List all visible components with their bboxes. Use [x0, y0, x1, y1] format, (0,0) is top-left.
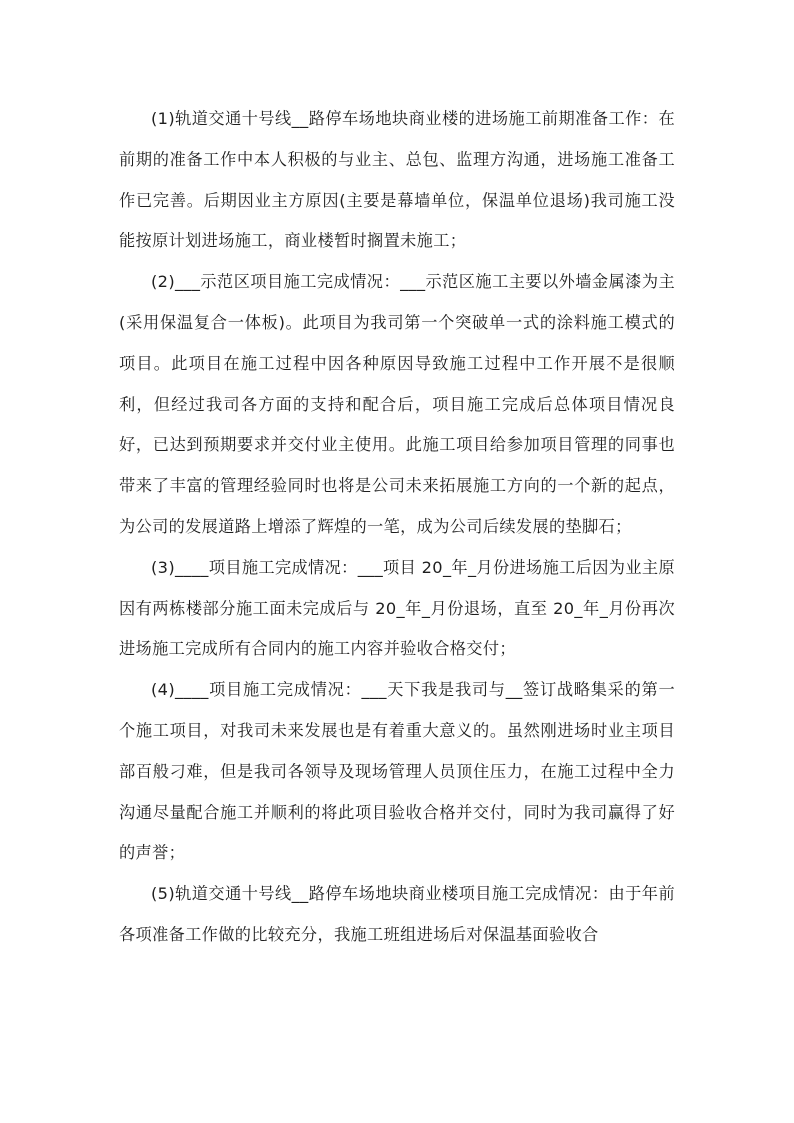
paragraph-4: (4)____项目施工完成情况：___天下我是我司与__签订战略集采的第一个施工项目，对我司未来发展也是有着重大意义的。虽然刚进场时业主项目部百般刁难，但是我司各领导及现场管理人员顶住压力，在施工过程中全力沟通尽量配合施工并顺利的将此项目验收合格并交付，同时为我司赢得了好的声誉； [119, 680, 675, 863]
paragraph-2: (2)___示范区项目施工完成情况：___示范区施工主要以外墙金属漆为主(采用保温复合一体板)。此项目为我司第一个突破单一式的涂料施工模式的项目。此项目在施工过程中因各种原因导致施工过程中工作开展不是很顺利，但经过我司各方面的支持和配合后，项目施工完成后总体项目情况良好，已达到预期要求并交付业主使用。此施工项目给参加项目管理的同事也带来了丰富的管理经验同时也将是公司未来拓展施工方向的一个新的起点，为公司的发展道路上增添了辉煌的一笔，成为公司后续发展的垫脚石； [119, 272, 675, 536]
paragraph-1: (1)轨道交通十号线__路停车场地块商业楼的进场施工前期准备工作：在前期的准备工作中本人积极的与业主、总包、监理方沟通，进场施工准备工作已完善。后期因业主方原因(主要是幕墙单位，保温单位退场)我司施工没能按原计划进场施工，商业楼暂时搁置未施工； [119, 109, 675, 251]
paragraph-5: (5)轨道交通十号线__路停车场地块商业楼项目施工完成情况：由于年前各项准备工作做的比较充分，我施工班组进场后对保温基面验收合 [119, 884, 675, 944]
paragraph-3: (3)____项目施工完成情况：___项目 20_年_月份进场施工后因为业主原因有两栋楼部分施工面未完成后与 20_年_月份退场，直至 20_年_月份再次进场施工完成所有合同内的施工内容并验收合格交付； [119, 557, 675, 659]
document-body [119, 99, 675, 956]
